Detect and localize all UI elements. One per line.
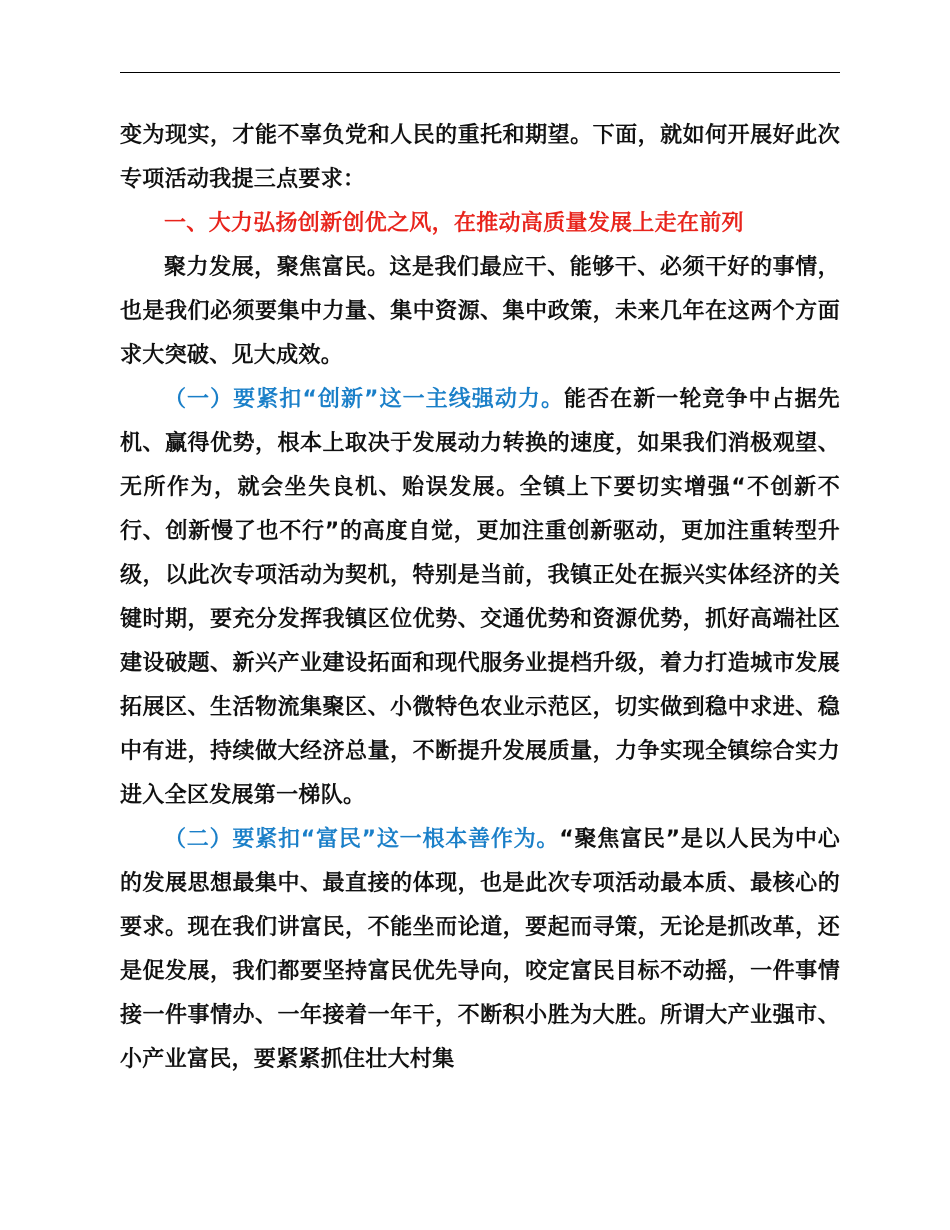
section-heading-1: 一、大力弘扬创新创优之风，在推动高质量发展上走在前列 (164, 211, 744, 236)
paragraph-intro: 变为现实，才能不辜负党和人民的重托和期望。下面，就如何开展好此次专项活动我提三点要求： (120, 123, 840, 192)
subsection-1-body: 能否在新一轮竞争中占据先机、赢得优势，根本上取决于发展动力转换的速度，如果我们消极观望、无所作为，就会坐失良机、贻误发展。全镇上下要切实增强“不创新不行、创新慢了也不行”的高度自觉，更加注重创新驱动，更加注重转型升级，以此次专项活动为契机，特别是当前，我镇正处在振兴实体经济的关键时期，要充分发挥我镇区位优势、交通优势和资源优势，抓好高端社区建设破题、新兴产业建设拓面和现代服务业提档升级，着力打造城市发展拓展区、生活物流集聚区、小微特色农业示范区，切实做到稳中求进、稳中有进，持续做大经济总量，不断提升发展质量，力争实现全镇综合实力进入全区发展第一梯队。 (120, 387, 840, 808)
subsection-2 (120, 818, 840, 1082)
document-body (120, 114, 840, 1082)
subsection-1-title: （一）要紧扣“创新”这一主线强动力。 (164, 387, 565, 412)
subsection-2-title: （二）要紧扣“富民”这一根本善作为。 (164, 827, 560, 852)
header-rule (120, 72, 840, 73)
paragraph-focus: 聚力发展，聚焦富民。这是我们最应干、能够干、必须干好的事情，也是我们必须要集中力量、集中资源、集中政策，未来几年在这两个方面求大突破、见大成效。 (120, 255, 840, 368)
subsection-1 (120, 378, 840, 818)
subsection-2-body: “聚焦富民”是以人民为中心的发展思想最集中、最直接的体现，也是此次专项活动最本质、最核心的要求。现在我们讲富民，不能坐而论道，要起而寻策，无论是抓改革，还是促发展，我们都要坚持富民优先导向，咬定富民目标不动摇，一件事情接一件事情办、一年接着一年干，不断积小胜为大胜。所谓大产业强市、小产业富民，要紧紧抓住壮大村集 (120, 827, 840, 1072)
